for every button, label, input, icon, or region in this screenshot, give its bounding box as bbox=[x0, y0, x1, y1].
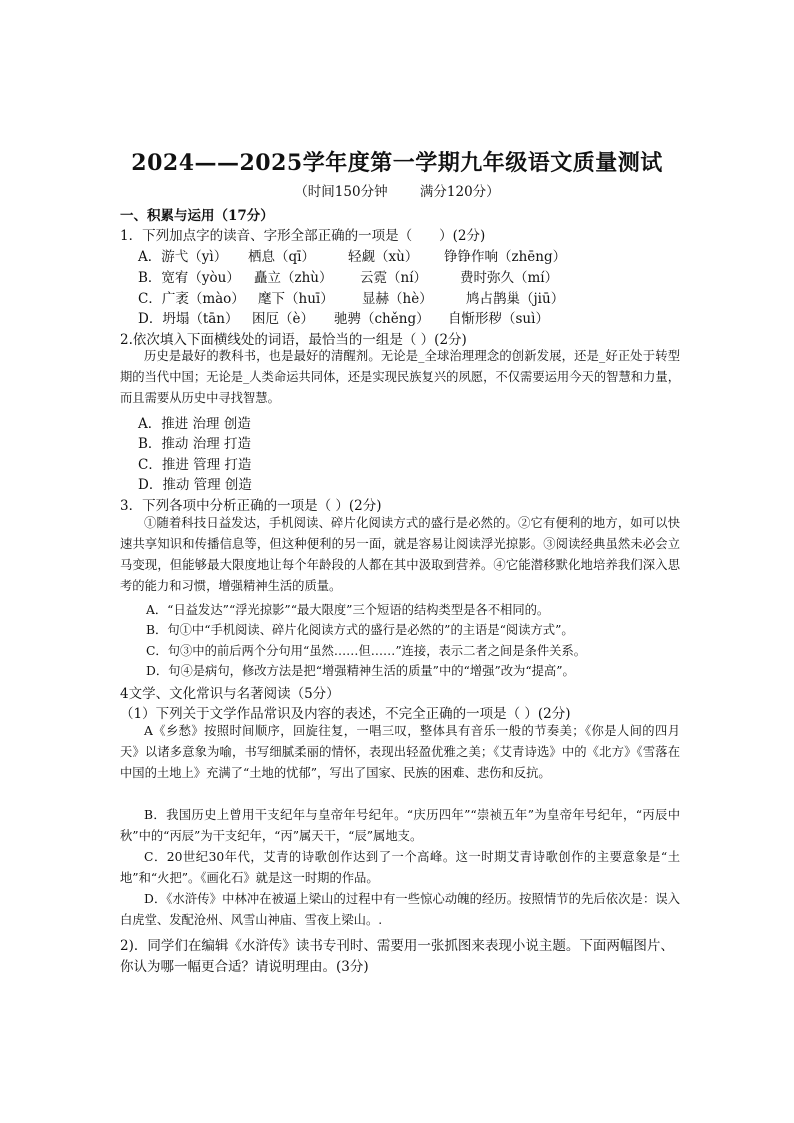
question-1-option-b bbox=[138, 266, 558, 286]
question-2-option-a: A．推进 治理 创造 bbox=[138, 416, 251, 432]
option-part: 铮铮作响（zhēng） bbox=[444, 249, 567, 265]
option-part: D．坍塌（tān） bbox=[138, 311, 239, 327]
option-part: 显赫（hè） bbox=[362, 291, 433, 307]
option-part: 栖息（qī） bbox=[248, 249, 315, 265]
option-part: 费时弥久（mí） bbox=[460, 270, 559, 286]
question-3-option-c: C．句③中的前后两个分句用“虽然……但……”连接，表示二者之间是条件关系。 bbox=[146, 644, 587, 658]
question-4-option-a: A《乡愁》按照时间顺序，回旋往复，一唱三叹，整体具有音乐一般的节奏美；《你是人间的四月天》以诸多意象为喻，书写细腻柔丽的情怀，表现出轻盈优雅之美；《艾青诗选》中的《北方》《雪落在中国的土地上》充满了“土地的忧郁”，写出了国家、民族的困难、悲伤和反抗。 bbox=[120, 724, 680, 780]
question-2-option-d: D．推动 管理 创造 bbox=[138, 477, 252, 493]
question-3-stem: 3．下列各项中分析正确的一项是（ ）(2分) bbox=[120, 498, 382, 514]
option-part: 自惭形秽（suì） bbox=[448, 311, 549, 327]
question-2-option-b: B．推动 治理 打造 bbox=[138, 436, 252, 452]
option-part: 驰骋（chěng） bbox=[334, 311, 430, 327]
question-1-stem: 1．下列加点字的读音、字形全部正确的一项是（ ）(2分) bbox=[120, 228, 486, 244]
question-3-option-a: A．“日益发达”“浮光掠影”“最大限度”三个短语的结构类型是各不相同的。 bbox=[146, 603, 550, 617]
option-part: 鸠占鹊巢（jiū） bbox=[466, 291, 565, 307]
page-title: 2024——2025学年度第一学期九年级语文质量测试 bbox=[131, 150, 663, 176]
question-4-sub1-stem: （1）下列关于文学作品常识及内容的表述，不完全正确的一项是（ ）(2分) bbox=[120, 706, 571, 722]
option-part: B．宽宥（yòu） bbox=[138, 270, 240, 286]
question-3-option-b: B．句①中“手机阅读、碎片化阅读方式的盛行是必然的”的主语是“阅读方式”。 bbox=[146, 623, 574, 637]
section-heading: 一、积累与运用（17分） bbox=[120, 208, 274, 224]
question-4-sub2-line2: 你认为哪一幅更合适？请说明理由。(3分) bbox=[120, 959, 369, 975]
question-4-option-d: D．《水浒传》中林冲在被逼上梁山的过程中有一些惊心动魄的经历。按照情节的先后依次是：误入白虎堂、发配沧州、风雪山神庙、雪夜上梁山。. bbox=[120, 892, 680, 927]
option-part: A．游弋（yì） bbox=[138, 249, 228, 265]
question-2-passage: 历史是最好的教科书，也是最好的清醒剂。无论是_全球治理理念的创新发展，还是_好正处于转型期的当代中国；无论是_人类命运共同体，还是实现民族复兴的夙愿，不仅需要运用今天的智慧和力量，而且需要从历史中寻找智慧。 bbox=[120, 349, 680, 405]
question-2-option-c: C．推进 管理 打造 bbox=[138, 457, 252, 473]
question-1-option-d bbox=[138, 307, 549, 327]
question-1-option-c bbox=[138, 287, 564, 307]
question-2-stem: 2.依次填入下面横线处的词语，最恰当的一组是（ ）(2分) bbox=[120, 332, 467, 348]
option-part: 云霓（ní） bbox=[360, 270, 428, 286]
question-3-passage: ①随着科技日益发达，手机阅读、碎片化阅读方式的盛行是必然的。②它有便利的地方，如可以快速共享知识和传播信息等，但这种便利的另一面，就是容易让阅读浮光掠影。③阅读经典虽然未必会立马变现，但能够最大限度地让每个年龄段的人都在其中汲取到营养。④它能潜移默化地培养我们深入思考的能力和习惯，增强精神生活的质量。 bbox=[120, 516, 680, 593]
question-4-option-c: C．20世纪30年代，艾青的诗歌创作达到了一个高峰。这一时期艾青诗歌创作的主要意象是“土地”和“火把”。《画化石》就是这一时期的作品。 bbox=[120, 850, 680, 885]
question-4-sub2-line1: 2)．同学们在编辑《水浒传》读书专刊时、需要用一张抓图来表现小说主题。下面两幅图片、 bbox=[120, 938, 674, 954]
exam-time: （时间150分钟 bbox=[294, 184, 388, 200]
question-3-option-d: D．句④是病句，修改方法是把“增强精神生活的质量”中的“增强”改为“提高”。 bbox=[146, 664, 575, 678]
option-part: 矗立（zhù） bbox=[254, 270, 333, 286]
option-part: 轻觑（xù） bbox=[348, 249, 419, 265]
exam-info bbox=[0, 180, 794, 200]
option-part: 麾下（huī） bbox=[258, 291, 334, 307]
option-part: C．广袤（mào） bbox=[138, 291, 245, 307]
question-1-option-a bbox=[138, 245, 566, 265]
question-4-heading: 4文学、文化常识与名著阅读（5分） bbox=[120, 686, 340, 702]
exam-score: 满分120分） bbox=[419, 184, 500, 200]
question-4-option-b: B．我国历史上曾用干支纪年与皇帝年号纪年。“庆历四年”“崇祯五年”为皇帝年号纪年，“丙辰中秋”中的“丙辰”为干支纪年，“丙”属天干，“辰”属地支。 bbox=[120, 808, 680, 843]
option-part: 困厄（è） bbox=[252, 311, 314, 327]
